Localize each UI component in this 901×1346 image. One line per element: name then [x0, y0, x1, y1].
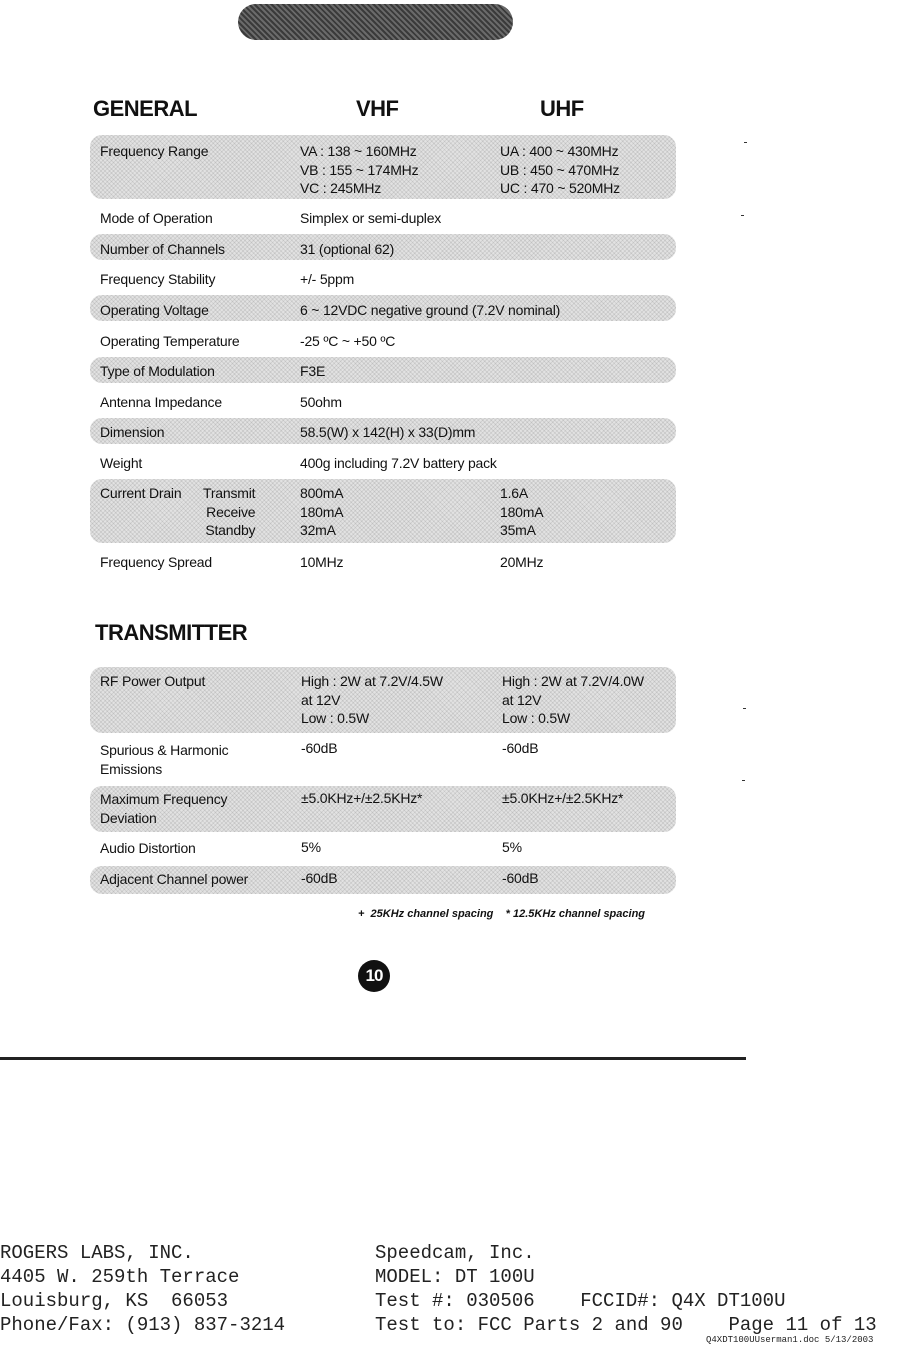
column-heading-uhf: UHF [540, 96, 584, 121]
horizontal-rule [0, 1057, 746, 1060]
document-filename: Q4XDT100UUserman1.doc 5/13/2003 [706, 1335, 874, 1345]
footer-right-line: Test to: FCC Parts 2 and 90 Page 11 of 13 [375, 1314, 877, 1336]
spec-value-uhf: 20MHz [500, 554, 544, 570]
spec-value-vhf: ±5.0KHz+/±2.5KHz* [301, 790, 423, 806]
spec-label: Dimension [100, 424, 165, 440]
spec-value-uhf: ±5.0KHz+/±2.5KHz* [502, 790, 624, 806]
spec-value-vhf: 31 (optional 62) [300, 241, 395, 257]
spec-sublabels: Transmit Receive Standby [203, 485, 256, 538]
spec-label: Operating Voltage [100, 302, 209, 318]
channel-spacing-footnote: + 25KHz channel spacing * 12.5KHz channel spacing [358, 908, 646, 920]
spec-value-vhf: -60dB [301, 870, 338, 886]
scan-mark [742, 780, 745, 781]
spec-value-uhf: High : 2W at 7.2V/4.0W at 12V Low : 0.5W [502, 673, 644, 726]
spec-label: Frequency Spread [100, 554, 212, 570]
spec-label: Adjacent Channel power [100, 871, 249, 887]
spec-value-uhf: -60dB [502, 740, 539, 756]
spec-value-vhf: F3E [300, 363, 326, 379]
spec-value-vhf: -25 ºC ~ +50 ºC [300, 333, 396, 349]
spec-value-vhf: 5% [301, 839, 321, 855]
spec-value-uhf: 1.6A 180mA 35mA [500, 485, 544, 538]
spec-label: Audio Distortion [100, 840, 196, 856]
spec-label: Type of Modulation [100, 363, 215, 379]
spec-label: Frequency Stability [100, 271, 216, 287]
scan-mark [741, 215, 744, 216]
spec-value-uhf: -60dB [502, 870, 539, 886]
spec-value-vhf: 10MHz [300, 554, 344, 570]
footer-left-line: ROGERS LABS, INC. [0, 1242, 194, 1264]
page-number-badge: 10 [358, 960, 390, 992]
scan-mark [743, 708, 746, 709]
spec-value-uhf: UA : 400 ~ 430MHz UB : 450 ~ 470MHz UC : 470 ~ 520MHz [500, 143, 620, 196]
spec-label: Maximum Frequency Deviation [100, 791, 228, 826]
spec-value-vhf: -60dB [301, 740, 338, 756]
footer-right-line: Test #: 030506 FCCID#: Q4X DT100U [375, 1290, 786, 1312]
spec-value-uhf: 5% [502, 839, 522, 855]
spec-value-vhf: High : 2W at 7.2V/4.5W at 12V Low : 0.5W [301, 673, 443, 726]
spec-label: Mode of Operation [100, 210, 213, 226]
footer-left-line: Louisburg, KS 66053 [0, 1290, 229, 1312]
footer-left-line: Phone/Fax: (913) 837-3214 [0, 1314, 286, 1336]
footer-left-line: 4405 W. 259th Terrace [0, 1266, 240, 1288]
spec-label: Spurious & Harmonic Emissions [100, 742, 229, 777]
spec-value-vhf: 800mA 180mA 32mA [300, 485, 344, 538]
spec-label: Operating Temperature [100, 333, 240, 349]
spec-value-vhf: +/- 5ppm [300, 271, 355, 287]
spec-label: Number of Channels [100, 241, 225, 257]
spec-value-vhf: 400g including 7.2V battery pack [300, 455, 497, 471]
spec-label: Weight [100, 455, 143, 471]
spec-label: Current Drain [100, 485, 182, 501]
spec-label: Antenna Impedance [100, 394, 222, 410]
spec-value-vhf: 6 ~ 12VDC negative ground (7.2V nominal) [300, 302, 561, 318]
section-heading-transmitter: TRANSMITTER [95, 620, 248, 645]
header-banner-graphic [238, 4, 513, 40]
scan-mark [744, 142, 747, 143]
spec-value-vhf: 58.5(W) x 142(H) x 33(D)mm [300, 424, 476, 440]
section-heading-general: GENERAL [93, 96, 198, 121]
spec-label: RF Power Output [100, 673, 206, 689]
spec-label: Frequency Range [100, 143, 209, 159]
footer-right-line: Speedcam, Inc. [375, 1242, 535, 1264]
column-heading-vhf: VHF [356, 96, 399, 121]
spec-value-vhf: VA : 138 ~ 160MHz VB : 155 ~ 174MHz VC : 245MHz [300, 143, 419, 196]
footer-right-line: MODEL: DT 100U [375, 1266, 535, 1288]
spec-value-vhf: Simplex or semi-duplex [300, 210, 442, 226]
spec-value-vhf: 50ohm [300, 394, 342, 410]
